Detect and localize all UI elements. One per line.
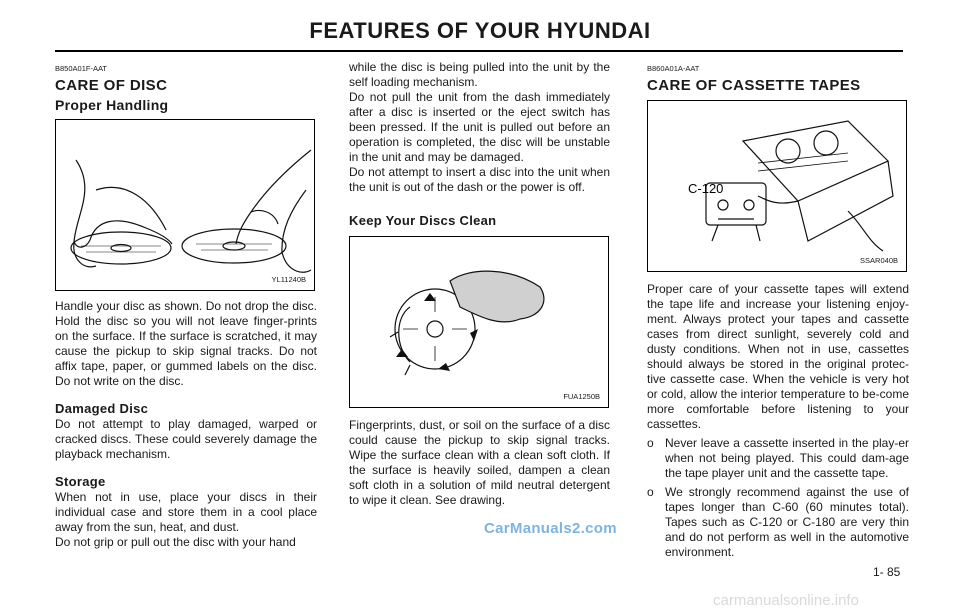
page-header: FEATURES OF YOUR HYUNDAI <box>309 18 651 43</box>
disc-handling-figure <box>55 119 315 291</box>
damaged-disc-heading: Damaged Disc <box>55 401 149 416</box>
subsection-title: Proper Handling <box>55 97 169 113</box>
header-rule <box>55 50 903 52</box>
continued-paragraph-3: Do not attempt to insert a disc into the unit when the unit is out of the dash or the power is off. <box>349 165 610 194</box>
figure-code: SSAR040B <box>860 256 898 265</box>
cassette-label: C-120 <box>688 181 724 196</box>
clean-heading: Keep Your Discs Clean <box>349 213 497 228</box>
disc-handling-illustration <box>56 120 314 290</box>
storage-paragraph-2: Do not grip or pull out the disc with your hand <box>55 535 296 549</box>
continued-paragraph-1: while the disc is being pulled into the unit by the self loading mechanism. <box>349 60 610 89</box>
handling-paragraph: Handle your disc as shown. Do not drop the disc. Hold the disc so you will not leave finger-prints on the surface. If the surface is scratched, it may cause the pickup to skip signal tracks. Do not affix tape, paper, or gummed labels on the disc. Do not write on the disc. <box>55 299 317 388</box>
left-column <box>55 60 317 550</box>
bullet-text: We strongly recommend against the use of tapes longer than C-60 (60 minutes total). Tapes such as C-120 or C-180 are very thin and do not perform as well in the automotive environment. <box>665 485 909 559</box>
footer-watermark: carmanualsonline.info <box>713 592 859 609</box>
clean-paragraph: Fingerprints, dust, or soil on the surface of a disc could cause the pickup to skip signal tracks. Wipe the surface clean with a clean soft cloth. If the surface is heavily soiled, dampen a clean soft cloth in a solution of mild neutral detergent to wipe it clean. See drawing. <box>349 418 610 507</box>
disc-cleaning-illustration <box>350 237 608 407</box>
middle-column <box>349 60 610 508</box>
page-number: 1- 85 <box>873 565 901 579</box>
cassette-illustration <box>648 101 906 271</box>
bullet-text: Never leave a cassette inserted in the play-er when not being played. This could dam-age the tape player unit and the cassette tape. <box>665 436 909 480</box>
watermark: CarManuals2.com <box>484 520 617 537</box>
bullet-item <box>647 436 909 481</box>
bullet-item <box>647 485 909 560</box>
bullet-mark: o <box>647 485 654 499</box>
storage-paragraph: When not in use, place your discs in their individual case and store them in a cool place away from the sun, heat, and dust. <box>55 490 317 534</box>
cassette-intro-paragraph: Proper care of your cassette tapes will extend the tape life and increase your listening enjoy-ment. Always protect your tapes and cassette cases from direct sunlight, severely cold and dusty conditions. When not in use, cassettes should always be stored in the original protec-tive cassette case. When the vehicle is very hot or cold, allow the interior temperature to be-come more comfortable before listening to your cassettes. <box>647 282 909 431</box>
continued-paragraph-2: Do not pull the unit from the dash immediately after a disc is inserted or the eject switch has been pressed. If the unit is pulled out before an operation is completed, the disc will be unstable in the unit and may be damaged. <box>349 90 610 164</box>
storage-heading: Storage <box>55 474 106 489</box>
section-code: B860A01A-AAT <box>647 64 700 73</box>
right-column <box>647 60 909 560</box>
disc-cleaning-figure <box>349 236 609 408</box>
damaged-disc-paragraph: Do not attempt to play damaged, warped or cracked discs. These could severely damage the playback mechanism. <box>55 417 317 461</box>
cassette-figure <box>647 100 907 272</box>
figure-code: YL11240B <box>271 275 306 284</box>
bullet-mark: o <box>647 436 654 450</box>
section-code: B850A01F-AAT <box>55 64 107 73</box>
section-title: CARE OF DISC <box>55 77 168 94</box>
section-title: CARE OF CASSETTE TAPES <box>647 77 861 94</box>
figure-code: FUA1250B <box>563 392 600 401</box>
